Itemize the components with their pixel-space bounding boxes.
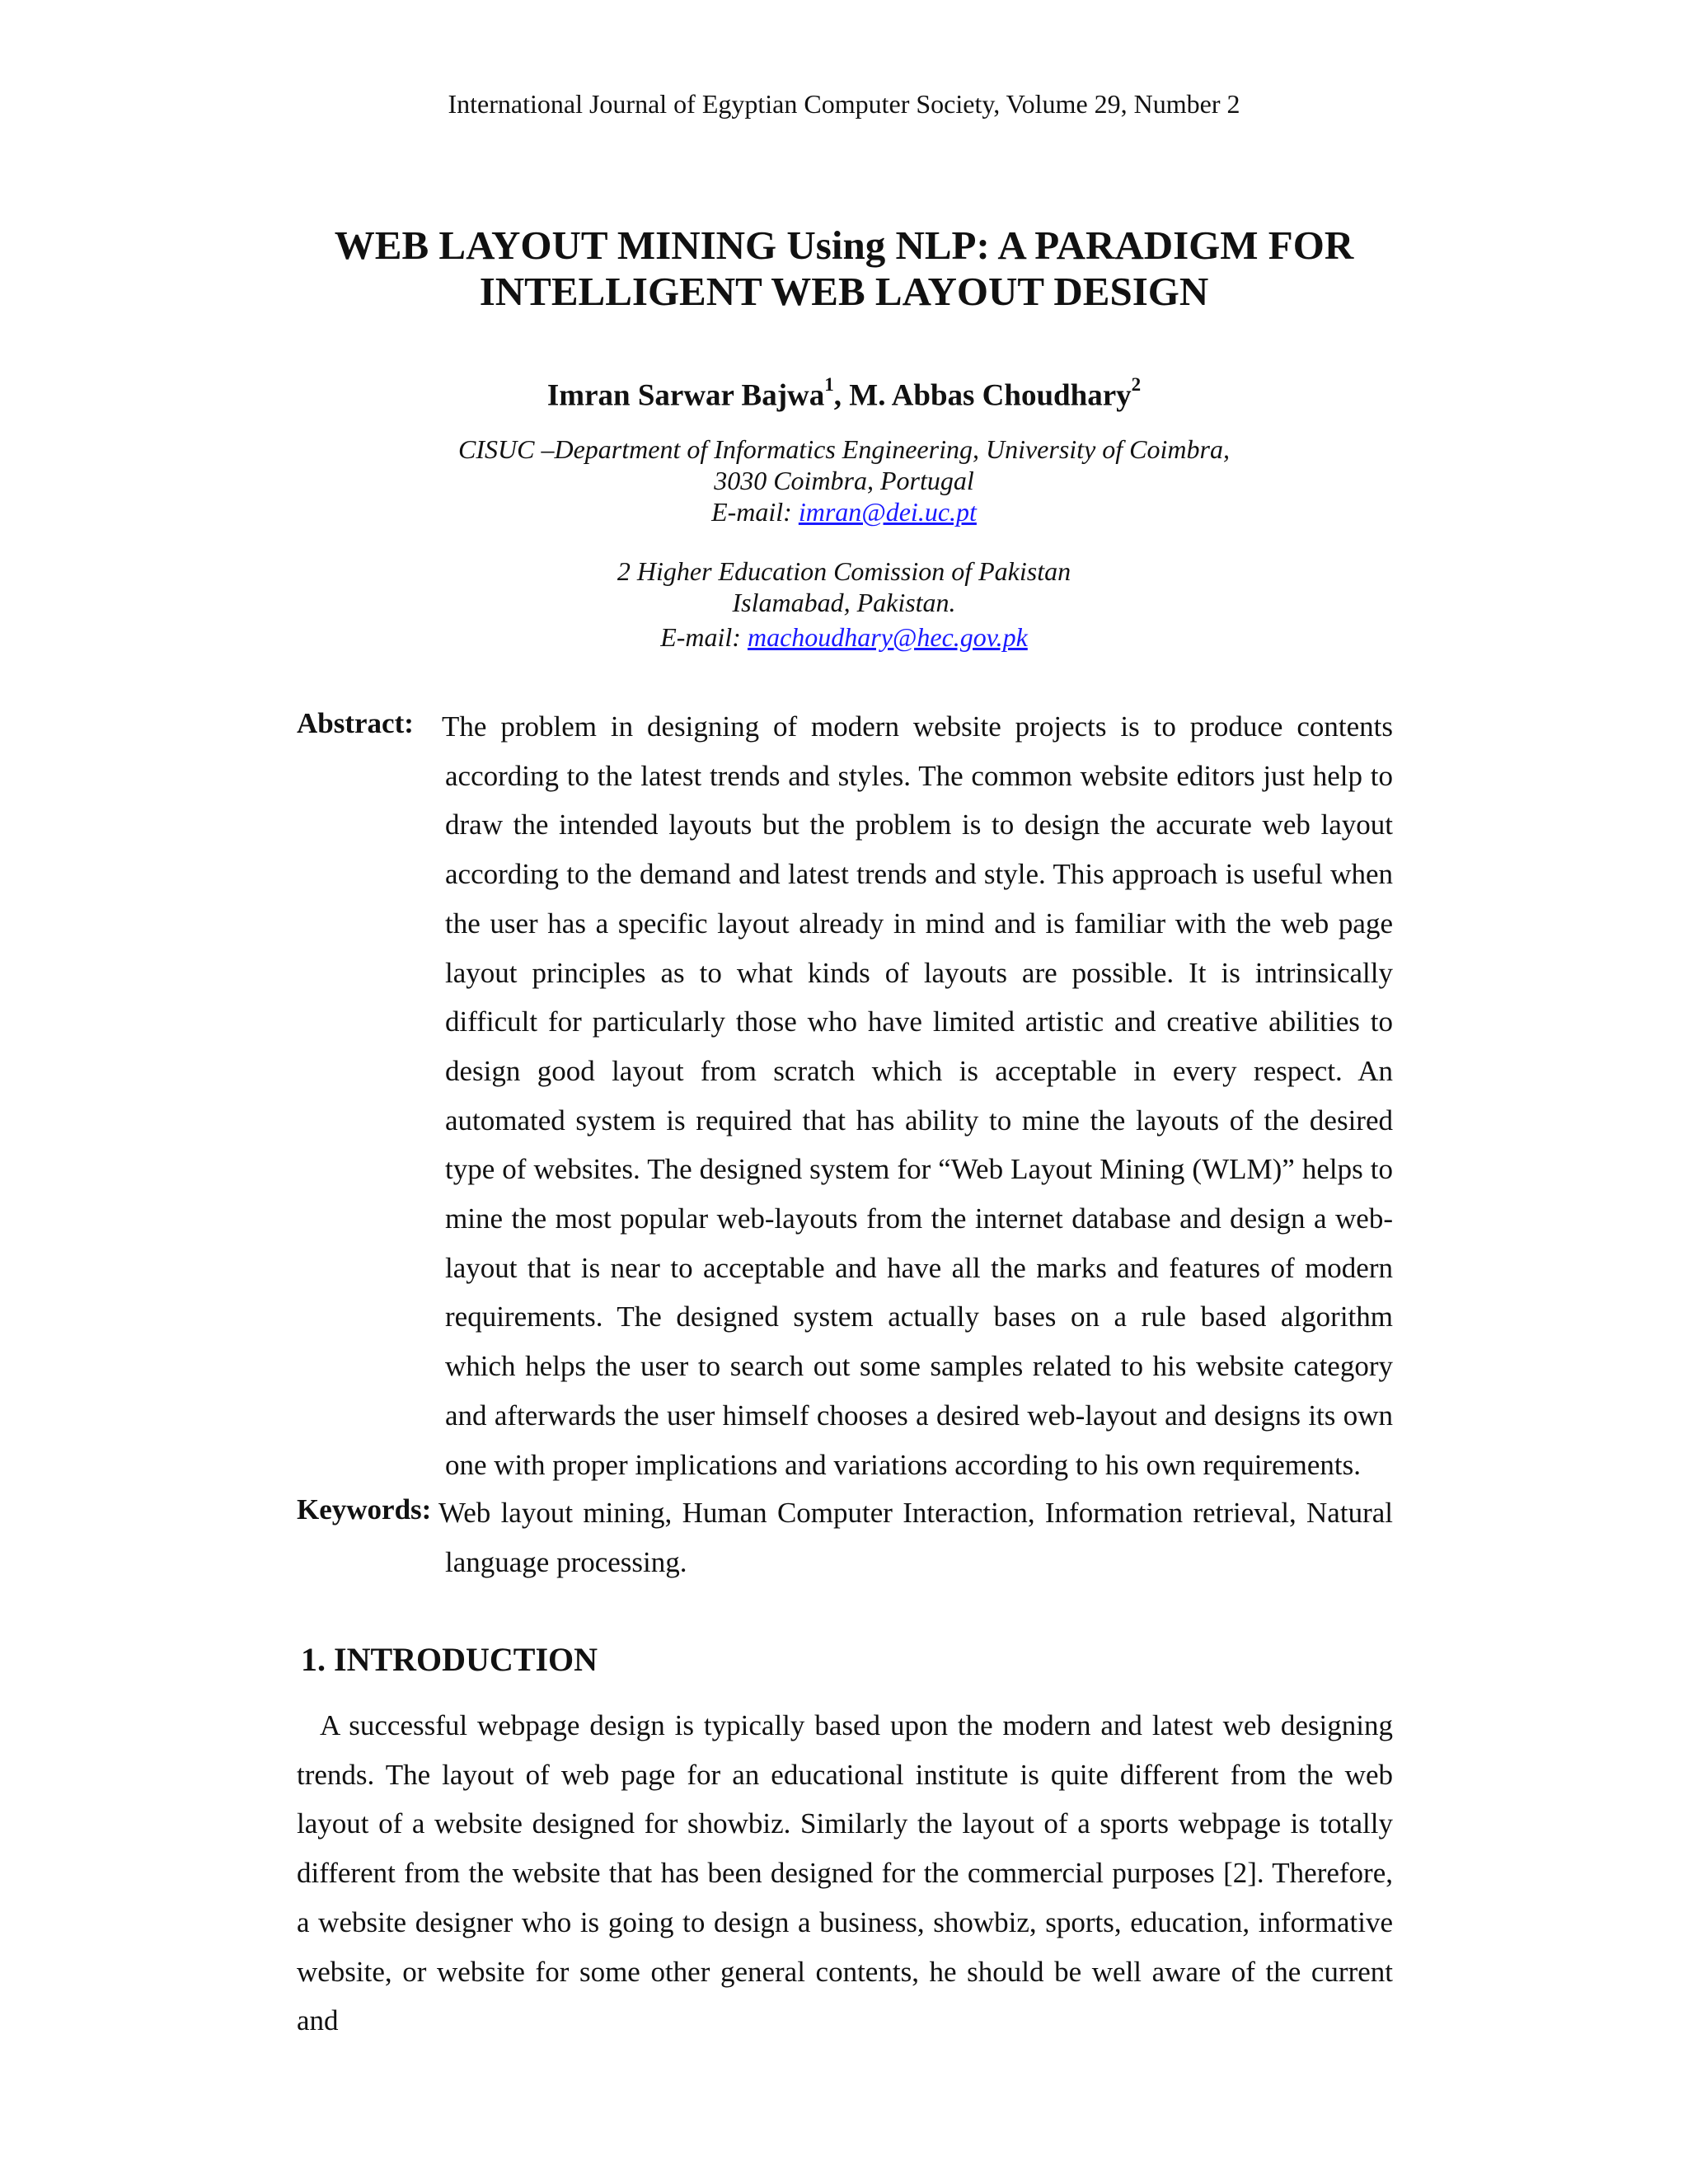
- affiliation-2: [0, 555, 1688, 653]
- affiliation-1-line-2: 3030 Coimbra, Portugal: [714, 466, 974, 495]
- keywords-label: Keywords:: [297, 1493, 432, 1526]
- section-heading-introduction: 1. INTRODUCTION: [301, 1641, 598, 1678]
- author-separator: ,: [833, 378, 850, 413]
- email-label: E-mail:: [711, 497, 799, 527]
- journal-header: International Journal of Egyptian Computer Society, Volume 29, Number 2: [448, 89, 1240, 119]
- email-link-2[interactable]: machoudhary@hec.gov.pk: [747, 622, 1028, 652]
- title-line-1: WEB LAYOUT MINING Using NLP: A PARADIGM FOR: [334, 223, 1354, 268]
- affiliation-1-email-row: [0, 496, 1688, 527]
- author-list: [0, 374, 1688, 413]
- introduction-paragraph: A successful webpage design is typically based upon the modern and latest web designing trends. The layout of web page for an educational institute is quite different from the web layout of a website designed for showbiz. Similarly the layout of a sports webpage is totally different from the website that has been designed for the commercial purposes [2]. Therefore, a website designer who is going to design a business, showbiz, sports, education, informative website, or website for some other general contents, he should be well aware of the current and: [297, 1709, 1393, 2037]
- abstract-label: Abstract:: [297, 707, 414, 739]
- keywords-text: Web layout mining, Human Computer Interaction, Information retrieval, Natural language processing.: [438, 1497, 1393, 1578]
- affiliation-1-line-1: CISUC –Department of Informatics Engineering, University of Coimbra,: [458, 434, 1230, 464]
- affiliation-2-email-row: [0, 621, 1688, 653]
- author-2-affiliation-mark: 2: [1131, 374, 1142, 395]
- affiliation-1: [0, 434, 1688, 527]
- email-link-1[interactable]: imran@dei.uc.pt: [798, 497, 977, 527]
- paper-title: [0, 223, 1688, 315]
- title-line-2: INTELLIGENT WEB LAYOUT DESIGN: [479, 269, 1209, 314]
- affiliation-2-line-1: 2 Higher Education Comission of Pakistan: [617, 556, 1071, 586]
- author-2: M. Abbas Choudhary: [849, 378, 1132, 413]
- affiliation-2-line-2: Islamabad, Pakistan.: [732, 588, 956, 617]
- email-label: E-mail:: [660, 622, 748, 652]
- author-1-affiliation-mark: 1: [824, 374, 834, 395]
- author-1: Imran Sarwar Bajwa: [546, 378, 825, 413]
- abstract-text: The problem in designing of modern website projects is to produce contents according to the latest trends and styles. The common website editors just help to draw the intended layouts but the problem is to design the accurate web layout according to the demand and latest trends and style. This approach is useful when the user has a specific layout already in mind and is familiar with the web page layout principles as to what kinds of layouts are possible. It is intrinsically difficult for particularly those who have limited artistic and creative abilities to design good layout from scratch which is acceptable in every respect. An automated system is required that has ability to mine the layouts of the desired type of websites. The designed system for “Web Layout Mining (WLM)” helps to mine the most popular web-layouts from the internet database and design a web-layout that is near to acceptable and have all the marks and features of modern requirements. The designed system actually bases on a rule based algorithm which helps the user to search out some samples related to his website category and afterwards the user himself chooses a desired web-layout and designs its own one with proper implications and variations according to his own requirements.: [442, 710, 1393, 1481]
